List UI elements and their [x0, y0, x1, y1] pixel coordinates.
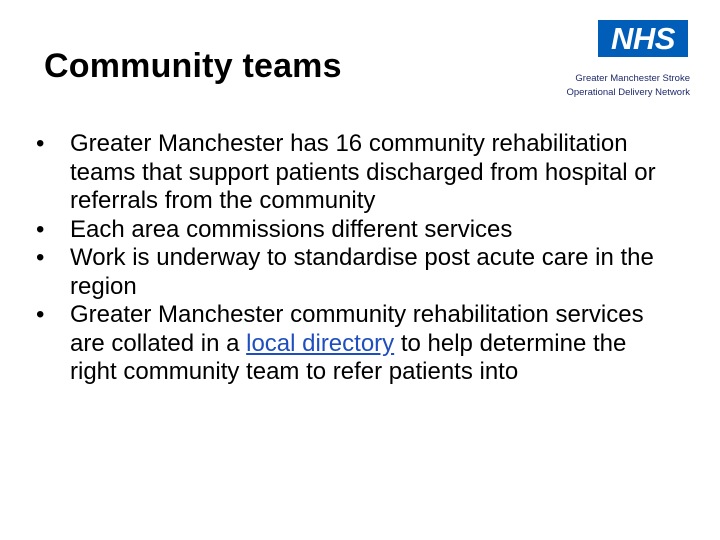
bullet-text-after-link: to help determine the right community team to refer patients into	[70, 329, 627, 385]
local-directory-link[interactable]: local directory	[246, 329, 395, 357]
bullet-marker: •	[36, 301, 45, 328]
bullet-list	[36, 130, 676, 387]
bullet-text: Work is underway to standardise post acute care in the region	[70, 244, 654, 300]
network-line-2: Operational Delivery Network	[566, 87, 690, 98]
bullet-item	[36, 130, 676, 216]
nhs-logo-text: NHS	[611, 21, 675, 56]
bullet-item	[36, 216, 676, 245]
bullet-item	[36, 244, 676, 301]
network-line-1: Greater Manchester Stroke	[575, 73, 690, 84]
bullet-text: Each area commissions different services	[70, 215, 513, 243]
nhs-logo	[598, 20, 688, 57]
bullet-item	[36, 301, 676, 387]
bullet-marker: •	[36, 244, 45, 271]
bullet-marker: •	[36, 130, 45, 157]
slide-title: Community teams	[44, 47, 342, 85]
network-name	[566, 72, 690, 100]
bullet-marker: •	[36, 215, 45, 243]
bullet-text-before-link: Greater Manchester community rehabilitation services are collated in a	[70, 301, 644, 357]
bullet-text: Greater Manchester has 16 community rehabilitation teams that support patients discharged from hospital or referrals from the community	[70, 130, 656, 214]
